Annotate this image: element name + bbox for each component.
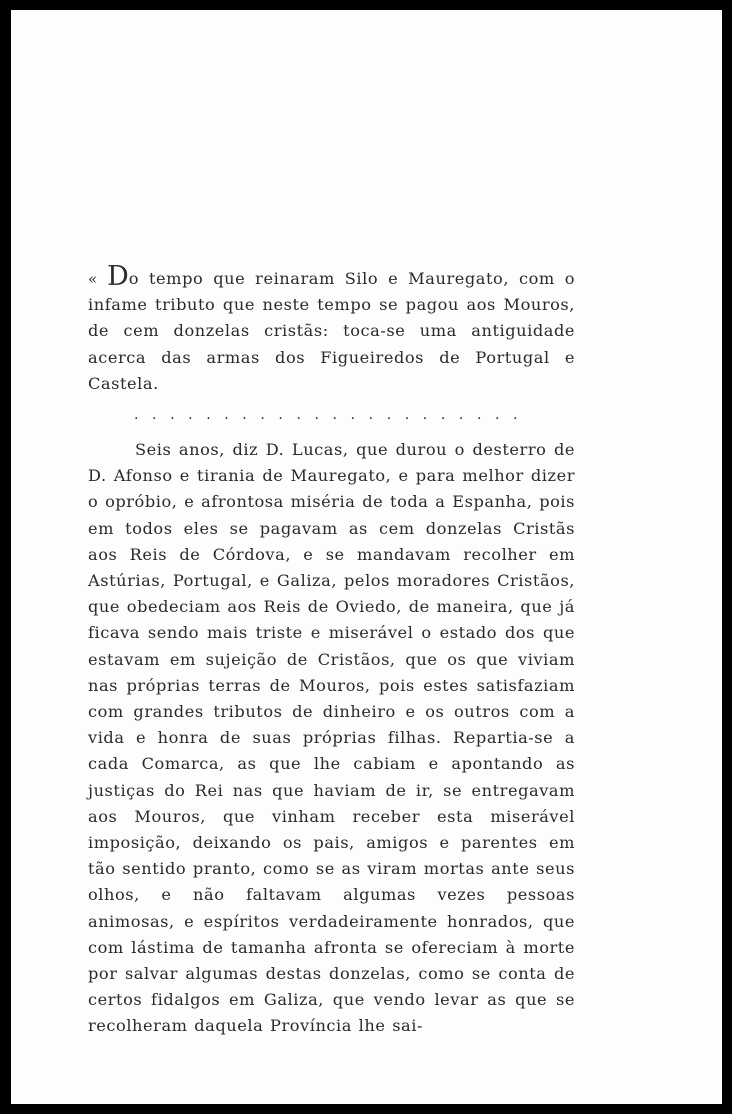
scanned-page <box>11 10 722 1104</box>
opening-paragraph-text: o tempo que reinaram Silo e Mauregato, com o infame tributo que neste tempo se pagou aos Mouros, de cem donzelas cristãs: toca-se uma antiguidade acerca das armas dos Figueiredos de Portugal e Castela. <box>88 269 575 393</box>
ellipsis-separator: ...................... <box>134 407 532 424</box>
opening-quote: « <box>88 270 98 288</box>
drop-cap: D <box>107 261 129 292</box>
opening-paragraph <box>88 261 575 397</box>
main-paragraph: Seis anos, diz D. Lucas, que durou o desterro de D. Afonso e tirania de Mauregato, e para melhor dizer o opróbio, e afrontosa miséria de toda a Espanha, pois em todos eles se pagavam as cem donzelas Cristãs aos Reis de Córdova, e se mandavam recolher em Astúrias, Portugal, e Galiza, pelos moradores Cristãos, que obedeciam aos Reis de Oviedo, de maneira, que já ficava sendo mais triste e miserável o estado dos que estavam em sujeição de Cristãos, que os que viviam nas próprias terras de Mouros, pois estes satisfaziam com grandes tributos de dinheiro e os outros com a vida e honra de suas próprias filhas. Repartia-se a cada Comarca, as que lhe cabiam e apontando as justiças do Rei nas que haviam de ir, se entregavam aos Mouros, que vinham receber esta miserável imposição, deixando os pais, amigos e parentes em tão sentido pranto, como se as viram mortas ante seus olhos, e não faltavam algumas vezes pessoas animosas, e espíritos verdadeiramente honrados, que com lástima de tamanha afronta se ofereciam à morte por salvar algumas destas donzelas, como se conta de certos fidalgos em Galiza, que vendo levar as que se recolheram daquela Província lhe sai- <box>88 440 575 1036</box>
body-text <box>88 261 575 1040</box>
